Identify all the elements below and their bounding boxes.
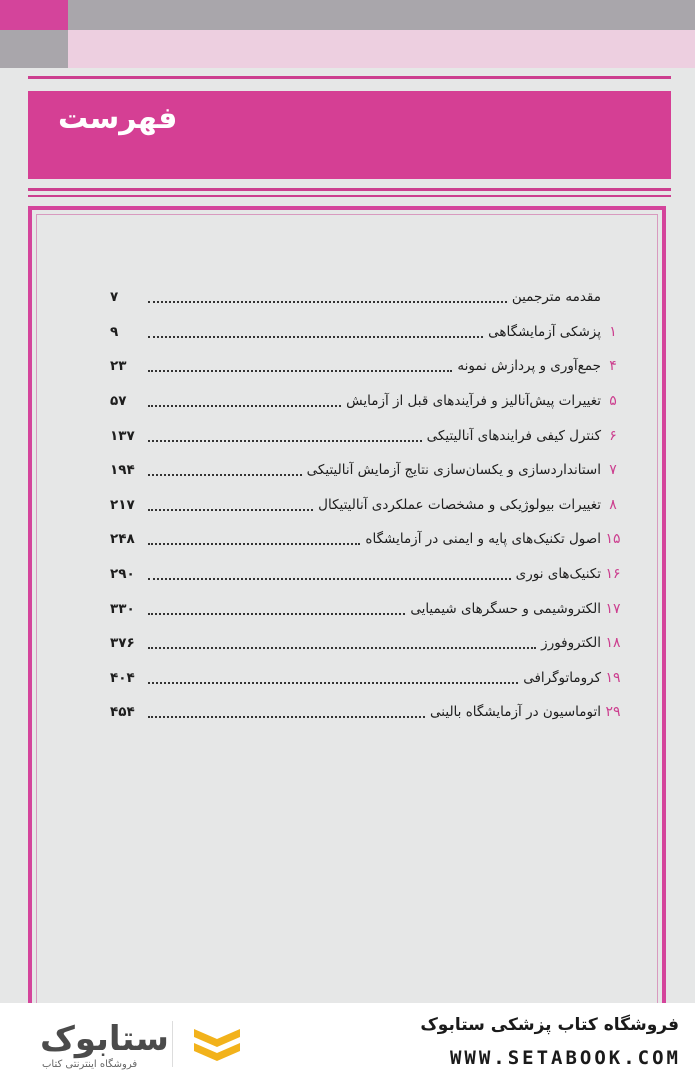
toc-row[interactable] xyxy=(110,522,625,557)
chapter-title: تغییرات پیش‌آنالیز و فرآیندهای قبل از آزمایش xyxy=(346,393,601,410)
chapter-title: اصول تکنیک‌های پایه و ایمنی در آزمایشگاه xyxy=(365,531,601,548)
dot-leader xyxy=(148,301,507,303)
chapter-number: ۵ xyxy=(609,393,617,410)
chapter-number: ۱ xyxy=(609,323,617,340)
dot-leader xyxy=(148,509,313,511)
footer-divider xyxy=(172,1021,173,1067)
page-number: ۲۱۷ xyxy=(110,496,135,513)
dot-leader xyxy=(148,613,405,615)
page-number: ۳۷۶ xyxy=(110,635,135,652)
chapter-title: تغییرات بیولوژیکی و مشخصات عملکردی آنالیتیکال xyxy=(318,496,601,513)
page-number: ۵۷ xyxy=(110,393,127,410)
toc-row[interactable] xyxy=(110,280,625,315)
dot-leader xyxy=(148,543,360,545)
toc-row[interactable] xyxy=(110,488,625,523)
chapter-title: مقدمه مترجمین xyxy=(511,289,601,306)
chapter-title: استانداردسازی و یکسان‌سازی نتایج آزمایش آنالیتیکی xyxy=(306,462,601,479)
dot-leader xyxy=(148,440,422,442)
chapter-number: ۱۷ xyxy=(605,600,621,617)
logo-brand: ستابوک xyxy=(40,1019,169,1059)
chapter-title: الکتروشیمی و حسگرهای شیمیایی xyxy=(410,600,601,617)
chapter-number: ۴ xyxy=(609,358,617,375)
chapter-number: ۱۸ xyxy=(605,635,621,652)
chapter-title: کروماتوگرافی xyxy=(523,669,601,686)
toc-row[interactable] xyxy=(110,349,625,384)
chapter-number: ۶ xyxy=(609,427,617,444)
top-band xyxy=(68,0,695,30)
chapter-title: تکنیک‌های نوری xyxy=(515,566,601,583)
store-url[interactable]: WWW.SETABOOK.COM xyxy=(449,1047,681,1069)
chapter-number: ۱۵ xyxy=(605,531,621,548)
dot-leader xyxy=(148,336,483,338)
page-number: ۹ xyxy=(110,323,119,340)
dot-leader xyxy=(148,405,341,407)
toc-row[interactable] xyxy=(110,695,625,730)
page-number: ۱۳۷ xyxy=(110,427,135,444)
second-band-left xyxy=(0,30,68,68)
page-number: ۳۳۰ xyxy=(110,600,135,617)
store-name: فروشگاه کتاب پزشکی ستابوک xyxy=(420,1015,679,1035)
rule-below-title-2 xyxy=(28,195,671,197)
table-of-contents xyxy=(110,280,625,730)
chapter-title: کنترل کیفی فرایندهای آنالیتیکی xyxy=(426,427,601,444)
title-bar xyxy=(28,91,671,179)
chapter-title: جمع‌آوری و پردازش نمونه xyxy=(457,358,601,375)
page-number: ۲۹۰ xyxy=(110,566,135,583)
dot-leader xyxy=(148,578,511,580)
chapter-number: ۱۶ xyxy=(605,566,621,583)
page-number: ۲۳ xyxy=(110,358,127,375)
page-title: فهرست xyxy=(58,101,178,136)
toc-row[interactable] xyxy=(110,591,625,626)
chapter-title: اتوماسیون در آزمایشگاه بالینی xyxy=(430,704,601,721)
top-band-left xyxy=(0,0,68,30)
dot-leader xyxy=(148,682,518,684)
chapter-number: ۱۹ xyxy=(605,669,621,686)
logo-tagline: فروشگاه اینترنتی کتاب xyxy=(42,1059,138,1070)
footer-banner xyxy=(0,1003,695,1080)
toc-row[interactable] xyxy=(110,418,625,453)
toc-row[interactable] xyxy=(110,661,625,696)
dot-leader xyxy=(148,370,452,372)
chapter-title: الکتروفورز xyxy=(541,635,601,652)
chapter-number: ۷ xyxy=(609,462,617,479)
toc-row[interactable] xyxy=(110,557,625,592)
toc-row[interactable] xyxy=(110,384,625,419)
toc-row[interactable] xyxy=(110,453,625,488)
chapter-title: پزشکی آزمایشگاهی xyxy=(488,323,601,340)
chapter-number: ۸ xyxy=(609,496,617,513)
toc-row[interactable] xyxy=(110,626,625,661)
page-number: ۲۴۸ xyxy=(110,531,135,548)
second-band xyxy=(68,30,695,68)
chapter-number: ۲۹ xyxy=(605,704,621,721)
page-number: ۱۹۴ xyxy=(110,462,135,479)
dot-leader xyxy=(148,474,302,476)
page-number: ۷ xyxy=(110,289,119,306)
page-number: ۴۰۴ xyxy=(110,669,135,686)
book-logo-icon xyxy=(192,1025,242,1065)
rule-below-title xyxy=(28,188,671,191)
top-rule xyxy=(28,76,671,79)
toc-row[interactable] xyxy=(110,315,625,350)
dot-leader xyxy=(148,716,425,718)
dot-leader xyxy=(148,647,536,649)
page-number: ۴۵۴ xyxy=(110,704,135,721)
